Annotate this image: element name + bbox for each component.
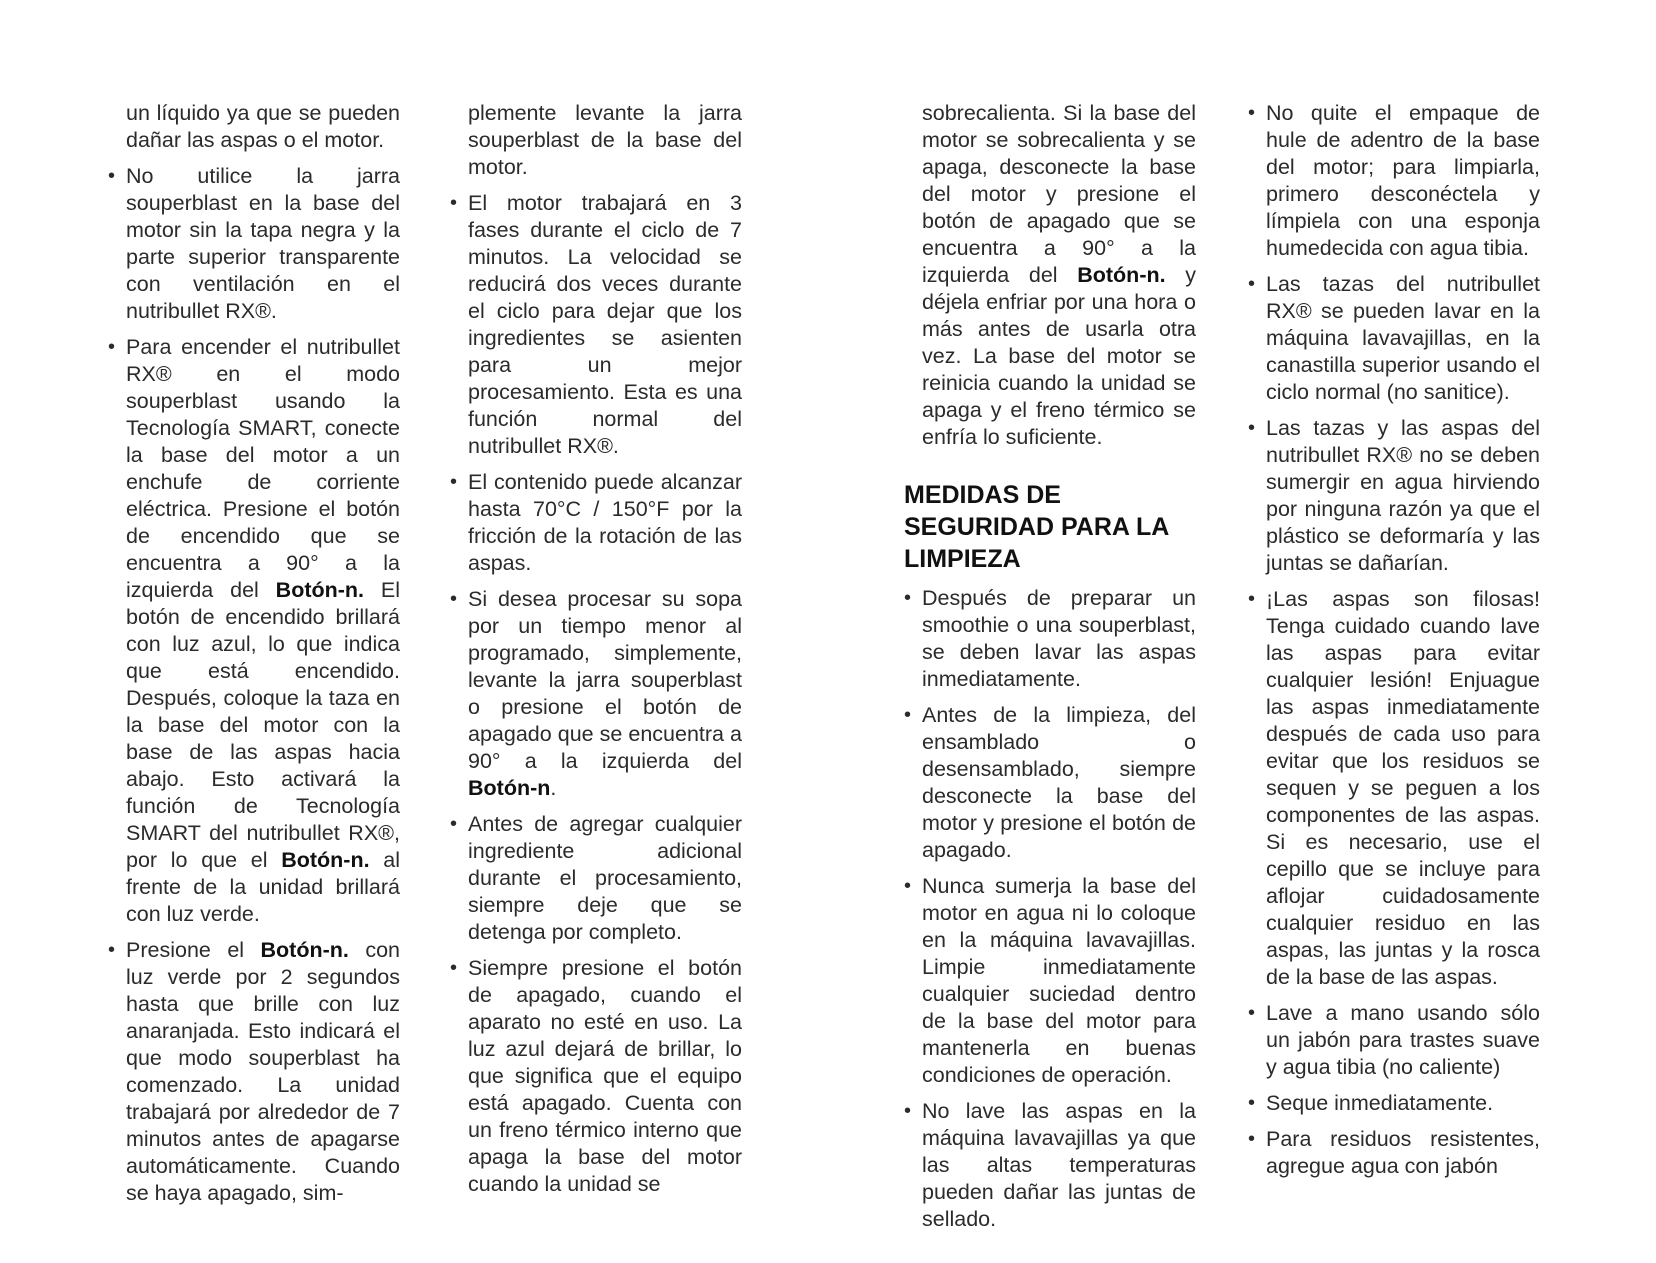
list-item: • Antes de agregar cualquier ingrediente adicional durante el procesamiento, siempre deje que se detenga por completo. [450, 811, 742, 946]
list-item: • No utilice la jarra souperblast en la base del motor sin la tapa negra y la parte superior transparente con ventilación en el nutribullet RX®. [108, 163, 400, 325]
n-button-reference: Botón-n. [260, 938, 349, 962]
list-item: • No quite el empaque de hule de adentro de la base del motor; para limpiarla, primero desconéctela y límpiela con una esponja humedecida con agua tibia. [1248, 100, 1540, 262]
safety-list [1248, 100, 1540, 1180]
list-item: • El motor trabajará en 3 fases durante el ciclo de 7 minutos. La velocidad se reducirá dos veces durante el ciclo para dejar que los ingredientes se asienten para un mejor procesamiento. Esta es una función normal del nutribullet RX®. [450, 190, 742, 460]
instruction-list [108, 163, 400, 1207]
continued-paragraph: sobrecalienta. Si la base del motor se sobrecalienta y se apaga, desconecte la base del motor y presione el botón de apagado que se encuentra a 90° a la izquierda del Botón-n. y déjela enfriar por una hora o más antes de usarla otra vez. La base del motor se reinicia cuando la unidad se apaga y el freno térmico se enfría lo suficiente. [922, 101, 1196, 449]
continued-paragraph: un líquido ya que se pueden dañar las aspas o el motor. [126, 101, 400, 152]
text-column-3 [904, 100, 1196, 1242]
n-button-reference: Botón-n. [281, 848, 370, 872]
list-item: • Para residuos resistentes, agregue agua con jabón [1248, 1126, 1540, 1180]
list-item: • Nunca sumerja la base del motor en agua ni lo coloque en la máquina lavavajillas. Limpie inmediatamente cualquier suciedad dentro de la base del motor para mantenerla en buenas condiciones de operación. [904, 873, 1196, 1089]
text-column-4 [1248, 100, 1540, 1189]
list-item: • No lave las aspas en la máquina lavavajillas ya que las altas temperaturas pueden dañar las juntas de sellado. [904, 1098, 1196, 1233]
list-item: • Si desea procesar su sopa por un tiempo menor al programado, simplemente, levante la jarra souperblast o presione el botón de apagado que se encuentra a 90° a la izquierda del Botón-n. [450, 586, 742, 802]
list-item: • Después de preparar un smoothie o una souperblast, se deben lavar las aspas inmediatamente. [904, 585, 1196, 693]
list-item: • Antes de la limpieza, del ensamblado o desensamblado, siempre desconecte la base del motor y presione el botón de apagado. [904, 702, 1196, 864]
list-item: • Presione el Botón-n. con luz verde por 2 segundos hasta que brille con luz anaranjada. Esto indicará el que modo souperblast ha comenzado. La unidad trabajará por alrededor de 7 minutos antes de apagarse automáticamente. Cuando se haya apagado, sim- [108, 937, 400, 1207]
n-button-reference: Botón-n. [275, 578, 365, 602]
list-item: • ¡Las aspas son filosas! Tenga cuidado cuando lave las aspas para evitar cualquier lesión! Enjuague las aspas inmediatamente después de cada uso para evitar que los residuos se sequen y se peguen a los componentes de las aspas. Si es necesario, use el cepillo que se incluye para aflojar cuidadosamente cualquier residuo en las aspas, las juntas y la rosca de la base de las aspas. [1248, 586, 1540, 991]
list-item: • Siempre presione el botón de apagado, cuando el aparato no esté en uso. La luz azul dejará de brillar, lo que significa que el equipo está apagado. Cuenta con un freno térmico interno que apaga la base del motor cuando la unidad se [450, 955, 742, 1198]
text-column-1 [108, 100, 400, 1216]
text-column-2 [450, 100, 742, 1207]
list-item: • Seque inmediatamente. [1248, 1090, 1540, 1117]
n-button-reference: Botón-n. [1077, 263, 1166, 287]
n-button-reference: Botón-n [468, 776, 551, 800]
list-item: • Lave a mano usando sólo un jabón para trastes suave y agua tibia (no caliente) [1248, 1000, 1540, 1081]
list-item: • Las tazas y las aspas del nutribullet RX® no se deben sumergir en agua hirviendo por ninguna razón ya que el plástico se deformaría y las juntas se dañarían. [1248, 415, 1540, 577]
section-heading: MEDIDAS DE SEGURIDAD PARA LA LIMPIEZA [904, 481, 1169, 573]
list-item: • Las tazas del nutribullet RX® se pueden lavar en la máquina lavavajillas, en la canastilla superior usando el ciclo normal (no sanitice). [1248, 271, 1540, 406]
safety-list [904, 585, 1196, 1233]
instruction-list [450, 190, 742, 1198]
list-item: • Para encender el nutribullet RX® en el modo souperblast usando la Tecnología SMART, conecte la base del motor a un enchufe de corriente eléctrica. Presione el botón de encendido que se encuentra a 90° a la izquierda del Botón-n. El botón de encendido brillará con luz azul, lo que indica que está encendido. Después, coloque la taza en la base del motor con la base de las aspas hacia abajo. Esto activará la función de Tecnología SMART del nutribullet RX®, por lo que el Botón-n. al frente de la unidad brillará con luz verde. [108, 334, 400, 928]
continued-paragraph: plemente levante la jarra souperblast de la base del motor. [468, 101, 742, 179]
list-item: • El contenido puede alcanzar hasta 70°C / 150°F por la fricción de la rotación de las aspas. [450, 469, 742, 577]
